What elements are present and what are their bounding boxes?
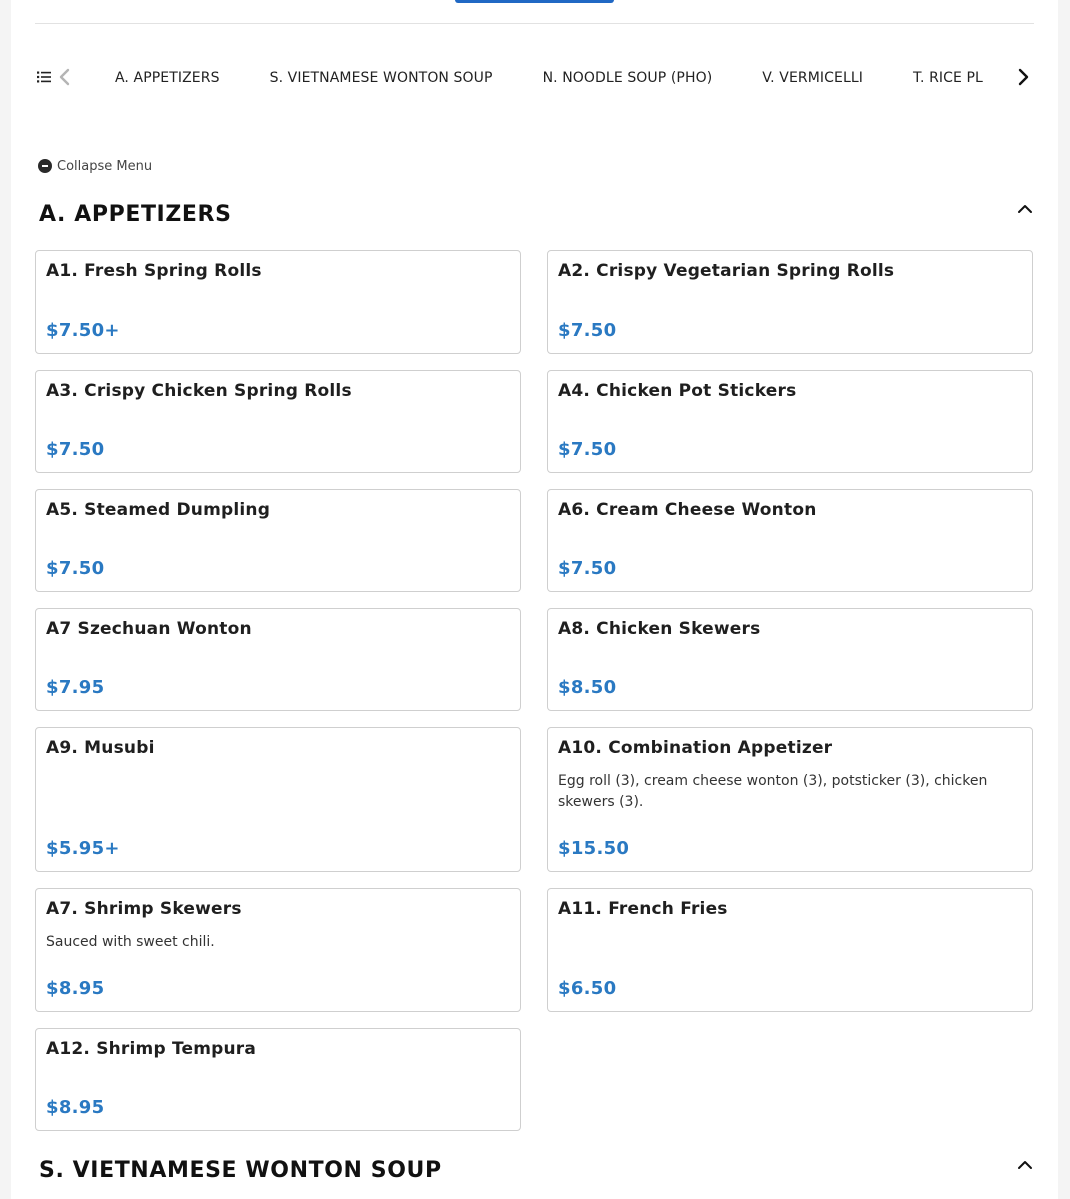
item-name: A5. Steamed Dumpling	[46, 500, 271, 520]
item-name: A2. Crispy Vegetarian Spring Rolls	[558, 261, 895, 281]
item-price: $7.50	[558, 439, 617, 460]
item-name: A7. Shrimp Skewers	[46, 899, 242, 919]
item-name: A3. Crispy Chicken Spring Rolls	[46, 381, 352, 401]
item-price: $15.50	[558, 838, 630, 859]
item-price: $5.95+	[46, 838, 120, 859]
category-tab-rice-plates[interactable]: T. RICE PL	[912, 70, 983, 86]
item-price: $8.95	[46, 978, 105, 999]
item-name: A12. Shrimp Tempura	[46, 1039, 257, 1059]
chevron-up-icon[interactable]	[1017, 204, 1033, 214]
item-name: A10. Combination Appetizer	[558, 738, 833, 758]
menu-item-card[interactable]	[547, 888, 1033, 1012]
section-title: A. APPETIZERS	[39, 202, 232, 227]
category-tabs	[115, 60, 1007, 96]
item-price: $7.95	[46, 677, 105, 698]
item-price: $8.95	[46, 1097, 105, 1118]
menu-item-card[interactable]	[547, 489, 1033, 592]
collapse-menu-button[interactable]	[38, 156, 152, 176]
top-action-button[interactable]	[455, 0, 614, 3]
chevron-up-icon[interactable]	[1017, 1160, 1033, 1170]
menu-item-card[interactable]	[35, 250, 521, 354]
item-price: $7.50	[558, 320, 617, 341]
item-price: $7.50	[46, 439, 105, 460]
menu-item-card[interactable]	[547, 608, 1033, 711]
list-icon[interactable]	[37, 71, 51, 83]
menu-item-card[interactable]	[35, 1028, 521, 1131]
item-price: $8.50	[558, 677, 617, 698]
category-tab-wonton-soup[interactable]: S. VIETNAMESE WONTON SOUP	[269, 70, 493, 86]
menu-item-card[interactable]	[35, 727, 521, 872]
menu-item-card[interactable]	[35, 888, 521, 1012]
chevron-left-icon[interactable]	[57, 68, 73, 86]
item-name: A1. Fresh Spring Rolls	[46, 261, 262, 281]
category-nav	[35, 60, 1034, 96]
item-description: Sauced with sweet chili.	[46, 934, 215, 950]
menu-item-card[interactable]	[547, 250, 1033, 354]
item-name: A6. Cream Cheese Wonton	[558, 500, 817, 520]
item-price: $7.50+	[46, 320, 120, 341]
category-tab-appetizers[interactable]: A. APPETIZERS	[115, 70, 220, 86]
item-description: Egg roll (3), cream cheese wonton (3), potsticker (3), chicken skewers (3).	[558, 773, 988, 810]
item-name: A4. Chicken Pot Stickers	[558, 381, 797, 401]
item-price: $7.50	[558, 558, 617, 579]
category-tab-noodle-soup[interactable]: N. NOODLE SOUP (PHO)	[542, 70, 713, 86]
item-price: $6.50	[558, 978, 617, 999]
item-name: A7 Szechuan Wonton	[46, 619, 252, 639]
collapse-menu-label: Collapse Menu	[57, 158, 153, 174]
item-name: A9. Musubi	[46, 738, 155, 758]
menu-page	[11, 0, 1058, 1199]
menu-item-card[interactable]	[35, 489, 521, 592]
menu-item-card[interactable]	[547, 727, 1033, 872]
item-name: A11. French Fries	[558, 899, 728, 919]
menu-item-card[interactable]	[547, 370, 1033, 473]
divider	[35, 23, 1034, 24]
menu-item-card[interactable]	[35, 370, 521, 473]
chevron-right-icon[interactable]	[1015, 68, 1031, 86]
menu-item-card[interactable]	[35, 608, 521, 711]
minus-circle-icon	[38, 159, 52, 173]
item-price: $7.50	[46, 558, 105, 579]
item-name: A8. Chicken Skewers	[558, 619, 761, 639]
section-title: S. VIETNAMESE WONTON SOUP	[39, 1158, 442, 1183]
category-tab-vermicelli[interactable]: V. VERMICELLI	[762, 70, 863, 86]
